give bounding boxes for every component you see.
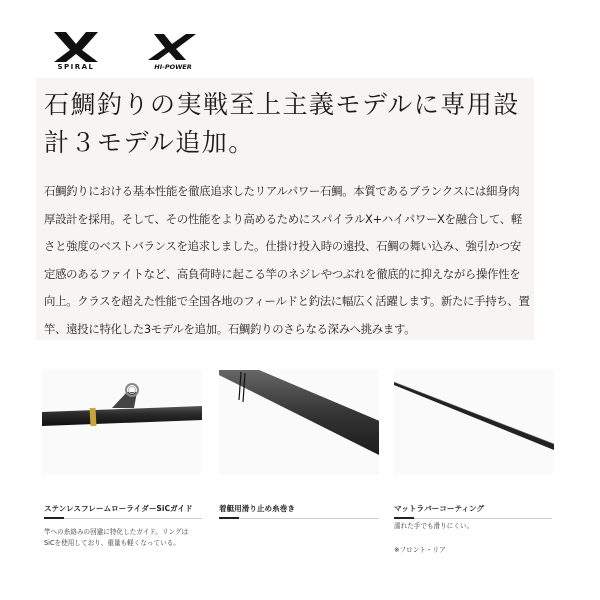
x-hipower-logo xyxy=(136,30,211,70)
divider-accent xyxy=(219,517,239,519)
feature-desc-guide: 竿への糸絡みの回避に特化したガイド。リングは SiCを使用しており、重量も軽くなっている。 xyxy=(44,528,189,547)
thread-wrap-photo xyxy=(219,370,379,475)
guide-photo xyxy=(42,370,202,475)
body-text: 石鯛釣りにおける基本性能を徹底追求したリアルパワー石鯛。本質であるブランクスには細身肉厚設計を採用。そして、その性能をより高めるためにスパイラルX+ハイパワーXを融合して、軽さと強度のベストバランスを追求しました。仕掛け投入時の遠投、石鯛の舞い込み、強引かつ安定感のあるファイトなど、高負荷時に起こる竿のネジレやつぶれを徹底的に抑えながら操作性を向上。クラスを超えた性能で全国各地のフィールドと釣法に幅広く活躍します。新たに手持ち、置竿、遠投に特化した3モデルを追加。石鯛釣りのさらなる深みへ挑みます。 xyxy=(44,184,530,336)
hipower-logo-text: HI-POWER xyxy=(154,63,192,70)
headline: 石鯛釣りの実戦至上主義モデルに専用設計３モデル追加。 xyxy=(44,90,520,157)
feature-title-thread: 着艇用滑り止め糸巻き xyxy=(219,504,295,513)
rod-photo xyxy=(394,370,554,475)
feature-title-coating: マットラバーコーティング xyxy=(394,504,485,513)
brand-logos xyxy=(46,30,246,70)
spiral-logo-text: SPIRAL xyxy=(57,63,95,70)
x-spiral-logo xyxy=(46,30,106,70)
divider-accent xyxy=(394,517,414,519)
divider xyxy=(394,518,552,519)
divider xyxy=(219,518,379,519)
feature-title-guide: ステンレスフレームローライダーSiCガイド xyxy=(44,504,193,513)
feature-desc-coating: 濡れた手でも滑りにくい。 xyxy=(394,522,474,530)
divider-accent xyxy=(44,517,64,519)
feature-note-coating: ※フロント・リア xyxy=(394,546,446,554)
divider xyxy=(44,518,202,519)
